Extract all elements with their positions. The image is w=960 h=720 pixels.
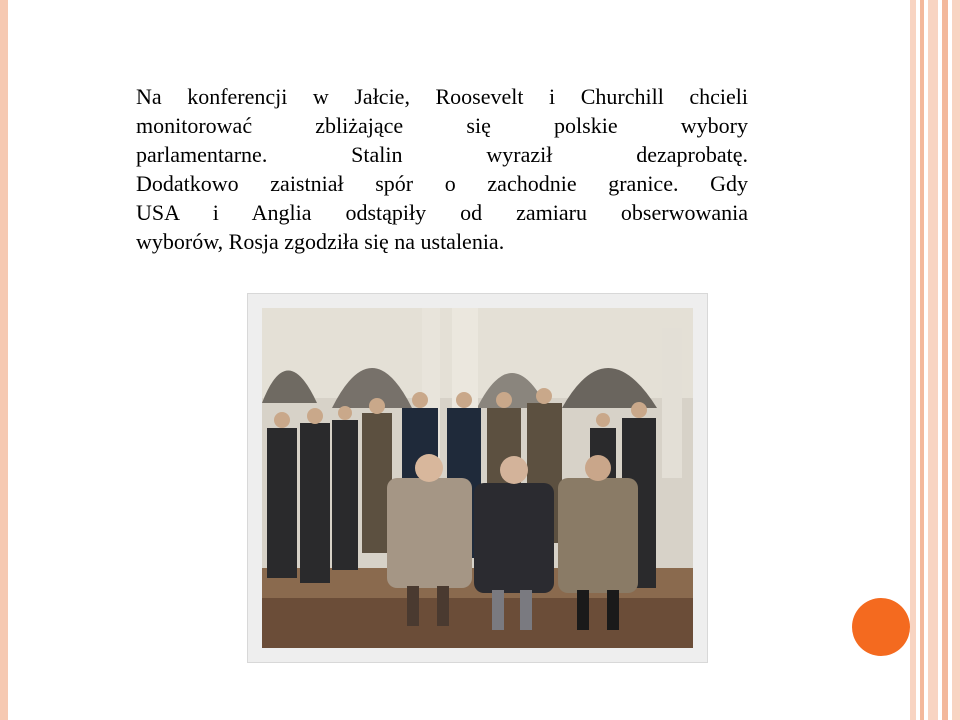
yalta-conference-photo [262, 308, 693, 648]
orange-circle-decoration [852, 598, 910, 656]
paragraph-line: Dodatkowo zaistniał spór o zachodnie granice. Gdy [136, 171, 748, 196]
right-decorative-stripes [910, 0, 960, 720]
photo-frame [247, 293, 708, 663]
slide-paragraph [136, 82, 748, 256]
paragraph-line: Na konferencji w Jałcie, Roosevelt i Churchill chcieli [136, 84, 748, 109]
paragraph-line: wyborów, Rosja zgodziła się na ustalenia. [136, 229, 505, 254]
left-decorative-stripe [0, 0, 8, 720]
paragraph-line: USA i Anglia odstąpiły od zamiaru obserwowania [136, 200, 748, 225]
paragraph-line: parlamentarne. Stalin wyraził dezaprobatę. [136, 142, 748, 167]
paragraph-line: monitorować zbliżające się polskie wybory [136, 113, 748, 138]
